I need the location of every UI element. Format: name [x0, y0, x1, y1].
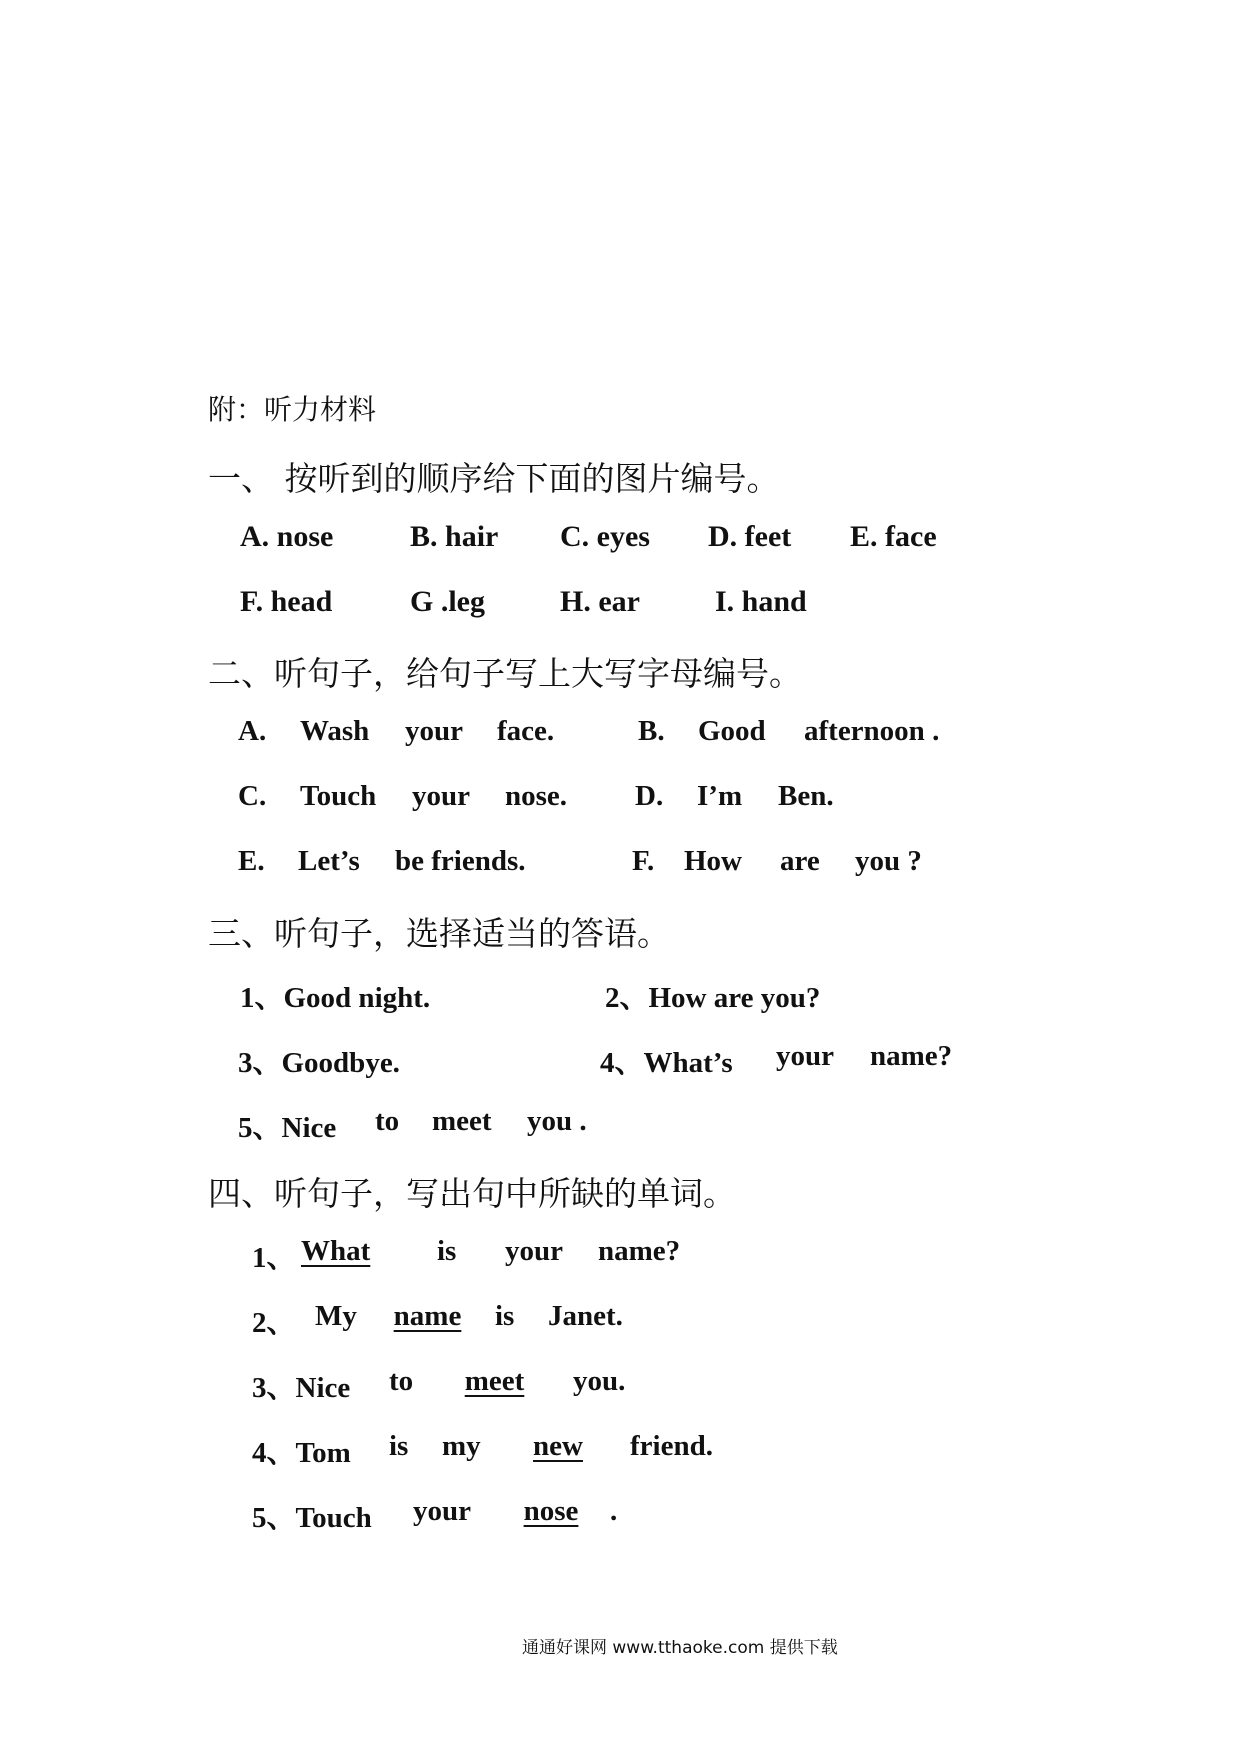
sentence-word: Ben. — [778, 780, 834, 812]
sentence-word: you ? — [855, 845, 922, 877]
word-option: G .leg — [410, 585, 485, 618]
footer-credit: 通通好课网 www.tthaoke.com 提供下载 — [522, 1638, 838, 1658]
fill-word: My — [315, 1300, 357, 1332]
sentence-word: are — [780, 845, 820, 877]
word-option: H. ear — [560, 585, 640, 618]
fill-line-number: 4、Tom — [252, 1437, 351, 1469]
sentence-letter: A. — [238, 715, 267, 747]
fill-word: is — [495, 1300, 515, 1332]
sentence-word: afternoon . — [804, 715, 940, 747]
sentence-letter: C. — [238, 780, 267, 812]
fill-word: . — [610, 1495, 618, 1527]
response-word: you . — [527, 1105, 587, 1137]
fill-word: your — [413, 1495, 471, 1527]
response-item: 2、How are you? — [605, 982, 821, 1014]
fill-word: to — [389, 1365, 414, 1397]
sentence-word: Touch — [300, 780, 377, 812]
fill-word: your — [505, 1235, 563, 1267]
section-4-title: 四、听句子，写出句中所缺的单词。 — [208, 1174, 736, 1213]
section-3-title: 三、听句子，选择适当的答语。 — [208, 914, 670, 953]
sentence-word: Good — [698, 715, 766, 747]
sentence-word: nose. — [505, 780, 568, 812]
fill-word: friend. — [630, 1430, 713, 1462]
sentence-word: Let’s — [298, 845, 360, 877]
word-option: D. feet — [708, 520, 792, 553]
response-word: your — [776, 1040, 834, 1072]
fill-answer: new — [533, 1430, 583, 1462]
fill-answer: What — [301, 1235, 371, 1267]
word-option: E. face — [850, 520, 937, 553]
response-item: 3、Goodbye. — [238, 1047, 400, 1079]
word-option: C. eyes — [560, 520, 650, 553]
fill-line-number: 2、 — [252, 1307, 296, 1339]
fill-word: you. — [573, 1365, 626, 1397]
fill-answer: name — [393, 1300, 462, 1332]
fill-word: name? — [598, 1235, 681, 1267]
word-option: I. hand — [715, 585, 807, 618]
sentence-word: your — [405, 715, 463, 747]
response-item: 4、What’s — [600, 1047, 733, 1079]
response-item: 1、Good night. — [240, 982, 431, 1014]
response-word: meet — [432, 1105, 492, 1137]
section-2-title: 二、听句子，给句子写上大写字母编号。 — [208, 654, 802, 693]
sentence-word: your — [412, 780, 470, 812]
sentence-word: How — [684, 845, 742, 877]
sentence-letter: D. — [635, 780, 664, 812]
sentence-letter: E. — [238, 845, 265, 877]
fill-line-number: 3、Nice — [252, 1372, 351, 1404]
sentence-word: Wash — [300, 715, 370, 747]
response-word: name? — [870, 1040, 953, 1072]
fill-line-number: 5、Touch — [252, 1502, 372, 1534]
fill-word: Janet. — [548, 1300, 623, 1332]
word-option: B. hair — [410, 520, 499, 553]
sentence-letter: B. — [638, 715, 665, 747]
word-option: A. nose — [240, 520, 334, 553]
response-word: to — [375, 1105, 400, 1137]
fill-line-number: 1、 — [252, 1242, 296, 1274]
sentence-word: face. — [497, 715, 555, 747]
sentence-letter: F. — [632, 845, 655, 877]
section-1-title: 一、 按听到的顺序给下面的图片编号。 — [208, 459, 780, 498]
fill-word: my — [442, 1430, 481, 1462]
fill-word: is — [437, 1235, 457, 1267]
sentence-word: I’m — [697, 780, 743, 812]
materials-heading: 附：听力材料 — [208, 393, 377, 426]
fill-answer: meet — [464, 1365, 525, 1397]
response-item: 5、Nice — [238, 1112, 337, 1144]
fill-answer: nose — [523, 1495, 579, 1527]
word-option: F. head — [240, 585, 333, 618]
fill-word: is — [389, 1430, 409, 1462]
sentence-word: be friends. — [395, 845, 526, 877]
